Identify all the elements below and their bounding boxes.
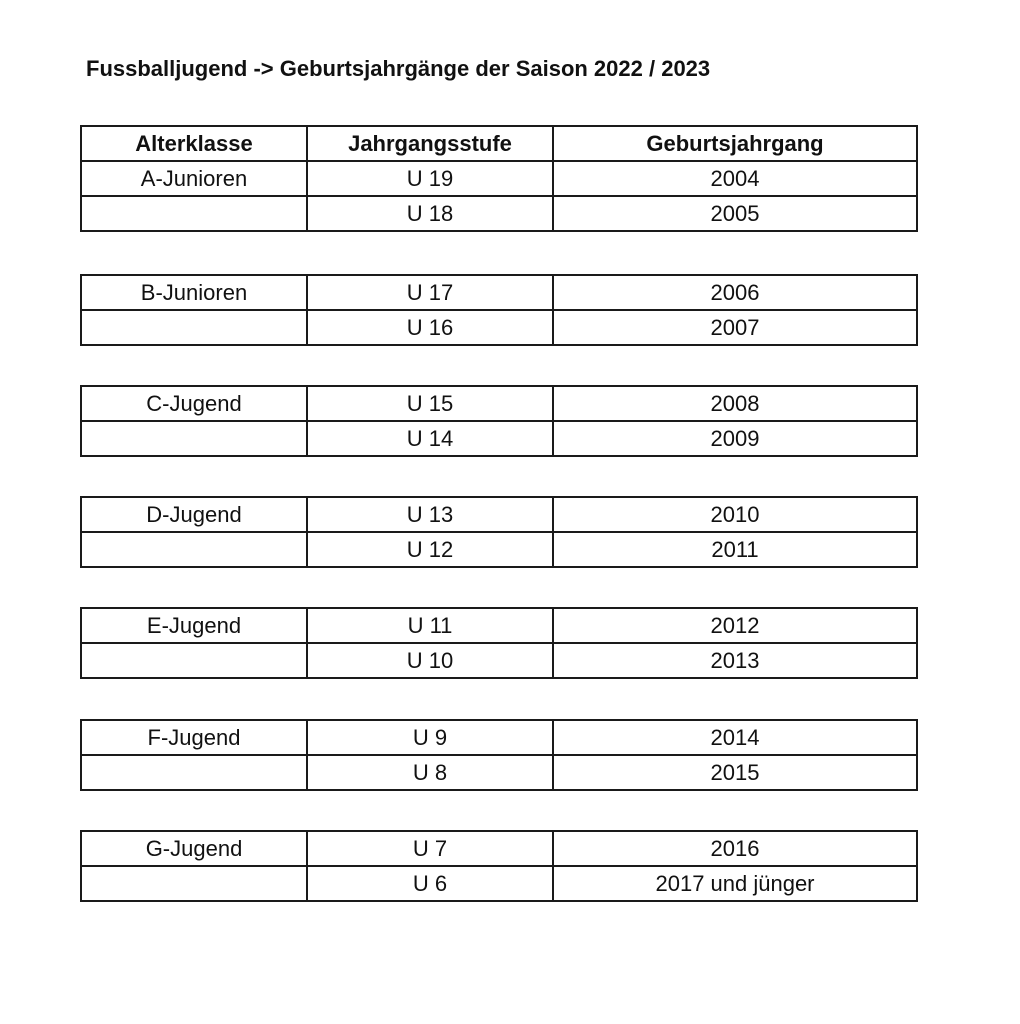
table-block-a-junioren — [80, 125, 918, 232]
geburtsjahrgang-cell: 2010 — [553, 497, 917, 532]
jahrgangsstufe-cell: U 17 — [307, 275, 553, 310]
geburtsjahrgang-cell: 2005 — [553, 196, 917, 231]
geburtsjahrgang-cell: 2016 — [553, 831, 917, 866]
altersklasse-cell-empty — [81, 196, 307, 231]
geburtsjahrgang-cell: 2015 — [553, 755, 917, 790]
geburtsjahrgang-cell: 2012 — [553, 608, 917, 643]
altersklasse-cell: G-Jugend — [81, 831, 307, 866]
geburtsjahrgang-cell: 2014 — [553, 720, 917, 755]
altersklasse-cell: B-Junioren — [81, 275, 307, 310]
jahrgangsstufe-cell: U 12 — [307, 532, 553, 567]
altersklasse-cell: F-Jugend — [81, 720, 307, 755]
table-row — [81, 421, 917, 456]
altersklasse-cell-empty — [81, 866, 307, 901]
geburtsjahrgang-cell: 2017 und jünger — [553, 866, 917, 901]
geburtsjahrgang-cell: 2013 — [553, 643, 917, 678]
header-jahrgangsstufe: Jahrgangsstufe — [307, 126, 553, 161]
jahrgangsstufe-cell: U 13 — [307, 497, 553, 532]
table-block-e-jugend — [80, 607, 918, 679]
jahrgangsstufe-cell: U 8 — [307, 755, 553, 790]
table-row — [81, 386, 917, 421]
table-block-d-jugend — [80, 496, 918, 568]
jahrgangsstufe-cell: U 10 — [307, 643, 553, 678]
geburtsjahrgang-cell: 2008 — [553, 386, 917, 421]
geburtsjahrgang-cell: 2004 — [553, 161, 917, 196]
altersklasse-cell: D-Jugend — [81, 497, 307, 532]
altersklasse-cell: E-Jugend — [81, 608, 307, 643]
geburtsjahrgang-cell: 2007 — [553, 310, 917, 345]
table-row — [81, 643, 917, 678]
table-row — [81, 608, 917, 643]
header-row — [81, 126, 917, 161]
jahrgangsstufe-cell: U 16 — [307, 310, 553, 345]
geburtsjahrgang-cell: 2011 — [553, 532, 917, 567]
table-row — [81, 497, 917, 532]
geburtsjahrgang-cell: 2009 — [553, 421, 917, 456]
header-altersklasse: Alterklasse — [81, 126, 307, 161]
jahrgangsstufe-cell: U 9 — [307, 720, 553, 755]
table-row — [81, 866, 917, 901]
table-block-b-junioren — [80, 274, 918, 346]
altersklasse-cell-empty — [81, 310, 307, 345]
page-title: Fussballjugend -> Geburtsjahrgänge der Saison 2022 / 2023 — [86, 56, 711, 81]
altersklasse-cell-empty — [81, 421, 307, 456]
jahrgangsstufe-cell: U 6 — [307, 866, 553, 901]
table-row — [81, 831, 917, 866]
altersklasse-cell-empty — [81, 532, 307, 567]
jahrgangsstufe-cell: U 14 — [307, 421, 553, 456]
jahrgangsstufe-cell: U 19 — [307, 161, 553, 196]
jahrgangsstufe-cell: U 7 — [307, 831, 553, 866]
altersklasse-cell-empty — [81, 643, 307, 678]
table-row — [81, 196, 917, 231]
table-row — [81, 161, 917, 196]
table-row — [81, 532, 917, 567]
table-block-f-jugend — [80, 719, 918, 791]
table-block-g-jugend — [80, 830, 918, 902]
altersklasse-cell: C-Jugend — [81, 386, 307, 421]
jahrgangsstufe-cell: U 11 — [307, 608, 553, 643]
jahrgangsstufe-cell: U 15 — [307, 386, 553, 421]
jahrgangsstufe-cell: U 18 — [307, 196, 553, 231]
geburtsjahrgang-cell: 2006 — [553, 275, 917, 310]
header-geburtsjahrgang: Geburtsjahrgang — [553, 126, 917, 161]
table-row — [81, 755, 917, 790]
altersklasse-cell: A-Junioren — [81, 161, 307, 196]
table-block-c-jugend — [80, 385, 918, 457]
table-row — [81, 275, 917, 310]
table-row — [81, 720, 917, 755]
table-row — [81, 310, 917, 345]
altersklasse-cell-empty — [81, 755, 307, 790]
